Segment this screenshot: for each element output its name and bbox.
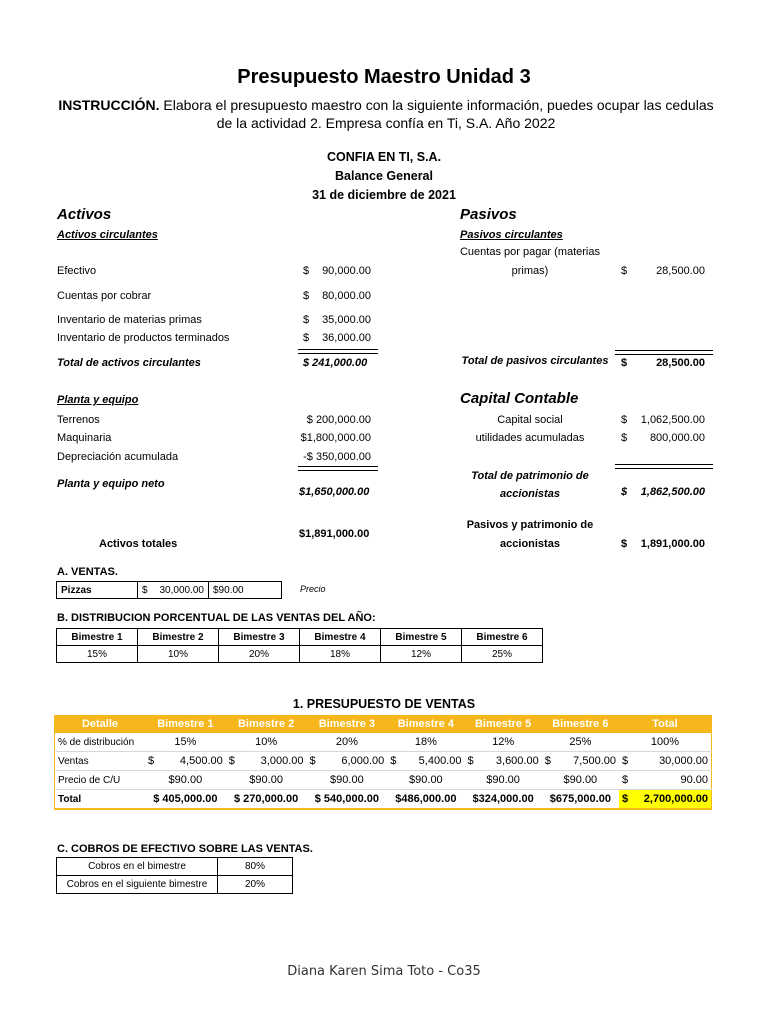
capital-rule — [615, 464, 713, 469]
pres-total-b3: $ 540,000.00 — [307, 790, 388, 810]
utilidades-currency: $ — [621, 432, 628, 444]
activos-circ-rule — [298, 349, 378, 354]
dist-header-2: Bimestre 2 — [138, 629, 219, 646]
terrenos-label: Terrenos — [57, 414, 100, 426]
efectivo-currency: $ — [303, 265, 310, 277]
footer-author: Diana Karen Sima Toto - Co35 — [287, 964, 481, 979]
pres-precio-b1: $90.00 — [145, 771, 226, 790]
cobros-heading: C. COBROS DE EFECTIVO SOBRE LAS VENTAS. — [57, 843, 313, 855]
depreciacion-amount: -$ 350,000.00 — [303, 451, 371, 463]
activos-totales: $1,891,000.00 — [299, 528, 370, 540]
cuentas-cobrar-amount: 80,000.00 — [322, 290, 371, 302]
company-name: CONFIA EN TI, S.A. — [326, 150, 442, 164]
capital-social-label: Capital social — [497, 414, 563, 426]
pres-dist-b6: 25% — [542, 733, 619, 752]
activos-totales-label: Activos totales — [99, 538, 178, 550]
pres-ventas-b1-currency: $ — [148, 755, 155, 767]
cobros-row-2-value: 20% — [218, 876, 293, 894]
ventas-price-note: Precio — [300, 584, 326, 594]
pres-precio-b5: $90.00 — [464, 771, 541, 790]
efectivo-amount: 90,000.00 — [322, 265, 371, 277]
pres-dist-b3: 20% — [307, 733, 388, 752]
efectivo-label: Efectivo — [57, 265, 97, 277]
pres-ventas-total-value: 30,000.00 — [659, 755, 708, 767]
pres-ventas-b6-currency: $ — [544, 755, 551, 767]
pres-precio-total — [619, 771, 712, 790]
dist-value-4: 18% — [300, 646, 381, 663]
maquinaria-label: Maquinaria — [57, 432, 112, 444]
dist-value-5: 12% — [381, 646, 462, 663]
total-patrimonio: 1,862,500.00 — [640, 486, 705, 498]
total-pasivos-circ-label: Total de pasivos circulantes — [461, 355, 609, 367]
pres-total-label: Total — [55, 790, 146, 810]
pres-ventas-b2-currency: $ — [228, 755, 235, 767]
pasivos-circ-rule — [615, 350, 713, 355]
ventas-units-currency: $ — [142, 584, 148, 596]
pres-precio-total-currency: $ — [622, 774, 629, 786]
pres-header-b5: Bimestre 5 — [464, 715, 541, 733]
total-patrimonio-label-1: Total de patrimonio de — [471, 470, 589, 482]
ventas-price: $90.00 — [209, 582, 282, 599]
pres-ventas-b3-value: 6,000.00 — [341, 755, 385, 767]
pres-header-b2: Bimestre 2 — [226, 715, 307, 733]
planta-heading: Planta y equipo — [57, 394, 139, 406]
pres-precio-b6: $90.00 — [542, 771, 619, 790]
dist-header-5: Bimestre 5 — [381, 629, 462, 646]
inv-productos-currency: $ — [303, 332, 310, 344]
pres-dist-b1: 15% — [145, 733, 226, 752]
pres-ventas-label: Ventas — [55, 752, 146, 771]
pres-ventas-total — [619, 752, 712, 771]
pres-header-b1: Bimestre 1 — [145, 715, 226, 733]
pres-ventas-b1 — [145, 752, 226, 771]
instruction — [58, 96, 714, 132]
cobros-row-1-value: 80% — [218, 858, 293, 876]
pres-dist-b4: 18% — [387, 733, 464, 752]
utilidades-amount: 800,000.00 — [649, 432, 705, 444]
dist-header-4: Bimestre 4 — [300, 629, 381, 646]
inv-materias-amount: 35,000.00 — [322, 314, 371, 326]
pres-total-grand-currency: $ — [622, 793, 629, 805]
pres-header-detalle: Detalle — [55, 715, 146, 733]
pres-total-b6: $675,000.00 — [542, 790, 619, 810]
pres-precio-b2: $90.00 — [226, 771, 307, 790]
cuentas-cobrar-label: Cuentas por cobrar — [57, 290, 152, 302]
pres-dist-total: 100% — [619, 733, 712, 752]
dist-value-3: 20% — [219, 646, 300, 663]
distribucion-table — [56, 628, 543, 663]
pres-ventas-b3 — [307, 752, 388, 771]
pres-ventas-b6-value: 7,500.00 — [573, 755, 616, 767]
instruction-text: Elabora el presupuesto maestro con la siguiente información, puedes ocupar las cedulas de la actividad 2. Empresa confía en Ti, S.A. Año 2022 — [163, 97, 714, 131]
capital-social-currency: $ — [621, 414, 628, 426]
ventas-product: Pizzas — [57, 582, 138, 599]
presupuesto-heading: 1. PRESUPUESTO DE VENTAS — [292, 697, 476, 711]
cuentas-cobrar-currency: $ — [303, 290, 310, 302]
pasivos-patrimonio-label-2: accionistas — [500, 538, 560, 550]
pres-total-b1: $ 405,000.00 — [145, 790, 226, 810]
ventas-units-value: 30,000.00 — [159, 584, 204, 596]
cobros-row-1-label: Cobros en el bimestre — [57, 858, 218, 876]
statement-name: Balance General — [335, 169, 433, 183]
pasivos-patrimonio-label-1: Pasivos y patrimonio de — [466, 519, 594, 531]
dist-value-6: 25% — [462, 646, 543, 663]
pres-dist-label: % de distribución — [55, 733, 146, 752]
capital-heading: Capital Contable — [460, 390, 579, 407]
activos-circulantes-heading: Activos circulantes — [57, 229, 158, 241]
dist-header-1: Bimestre 1 — [57, 629, 138, 646]
capital-social-amount: 1,062,500.00 — [640, 414, 705, 426]
pres-total-b4: $486,000.00 — [387, 790, 464, 810]
pres-total-b5: $324,000.00 — [464, 790, 541, 810]
dist-header-3: Bimestre 3 — [219, 629, 300, 646]
depreciacion-label: Depreciación acumulada — [57, 451, 179, 463]
statement-date: 31 de diciembre de 2021 — [312, 188, 456, 202]
planta-neto-label: Planta y equipo neto — [57, 478, 165, 490]
pres-ventas-b4 — [387, 752, 464, 771]
pres-ventas-b5-value: 3,600.00 — [495, 755, 539, 767]
pres-ventas-b4-value: 5,400.00 — [418, 755, 462, 767]
cuentas-pagar-currency: $ — [621, 265, 628, 277]
total-patrimonio-currency: $ — [621, 486, 628, 498]
dist-value-1: 15% — [57, 646, 138, 663]
pasivos-patrimonio: 1,891,000.00 — [640, 538, 705, 550]
activos-heading: Activos — [57, 206, 112, 223]
ventas-table — [56, 581, 282, 599]
ventas-heading: A. VENTAS. — [57, 566, 118, 578]
pres-dist-b5: 12% — [464, 733, 541, 752]
total-activos-circ: $ 241,000.00 — [303, 357, 368, 369]
pres-ventas-b4-currency: $ — [390, 755, 397, 767]
inv-productos-label: Inventario de productos terminados — [57, 332, 230, 344]
maquinaria-amount: $1,800,000.00 — [300, 432, 371, 444]
instruction-label: INSTRUCCIÓN. — [58, 97, 160, 113]
pres-total-grand-value: 2,700,000.00 — [643, 793, 708, 805]
pasivos-circulantes-heading: Pasivos circulantes — [460, 229, 563, 241]
dist-value-2: 10% — [138, 646, 219, 663]
pres-precio-label: Precio de C/U — [55, 771, 146, 790]
total-pasivos-circ-currency: $ — [621, 357, 628, 369]
pres-header-b3: Bimestre 3 — [307, 715, 388, 733]
planta-rule — [298, 466, 378, 471]
pres-ventas-b2-value: 3,000.00 — [260, 755, 304, 767]
terrenos-amount: $ 200,000.00 — [306, 414, 371, 426]
utilidades-label: utilidades acumuladas — [475, 432, 585, 444]
pres-ventas-b5 — [464, 752, 541, 771]
cobros-row-2-label: Cobros en el siguiente bimestre — [57, 876, 218, 894]
inv-materias-label: Inventario de materias primas — [57, 314, 202, 326]
cuentas-pagar-label-1: Cuentas por pagar (materias — [459, 246, 600, 258]
cuentas-pagar-amount: 28,500.00 — [656, 265, 705, 277]
cuentas-pagar-label-2: primas) — [511, 265, 549, 277]
pres-header-b4: Bimestre 4 — [387, 715, 464, 733]
pres-precio-b4: $90.00 — [387, 771, 464, 790]
inv-materias-currency: $ — [303, 314, 310, 326]
pres-ventas-total-currency: $ — [622, 755, 629, 767]
ventas-units — [138, 582, 209, 599]
pasivos-heading: Pasivos — [460, 206, 517, 223]
pres-header-total: Total — [619, 715, 712, 733]
pres-total-b2: $ 270,000.00 — [226, 790, 307, 810]
pres-ventas-b6 — [542, 752, 619, 771]
cobros-table — [56, 857, 293, 894]
pres-ventas-b2 — [226, 752, 307, 771]
total-patrimonio-label-2: accionistas — [500, 488, 560, 500]
total-activos-circ-label: Total de activos circulantes — [57, 357, 201, 369]
pres-precio-b3: $90.00 — [307, 771, 388, 790]
pres-total-grand — [619, 790, 712, 810]
dist-header-6: Bimestre 6 — [462, 629, 543, 646]
inv-productos-amount: 36,000.00 — [322, 332, 371, 344]
pasivos-patrimonio-currency: $ — [621, 538, 628, 550]
pres-ventas-b3-currency: $ — [309, 755, 316, 767]
pres-ventas-b1-value: 4,500.00 — [179, 755, 223, 767]
pres-precio-total-value: 90.00 — [680, 774, 708, 786]
page-title: Presupuesto Maestro Unidad 3 — [237, 66, 531, 88]
presupuesto-table — [54, 715, 712, 810]
pres-header-b6: Bimestre 6 — [542, 715, 619, 733]
planta-neto: $1,650,000.00 — [299, 486, 370, 498]
distribucion-heading: B. DISTRIBUCION PORCENTUAL DE LAS VENTAS DEL AÑO: — [57, 612, 376, 624]
pres-dist-b2: 10% — [226, 733, 307, 752]
pres-ventas-b5-currency: $ — [467, 755, 474, 767]
total-pasivos-circ: 28,500.00 — [656, 357, 705, 369]
